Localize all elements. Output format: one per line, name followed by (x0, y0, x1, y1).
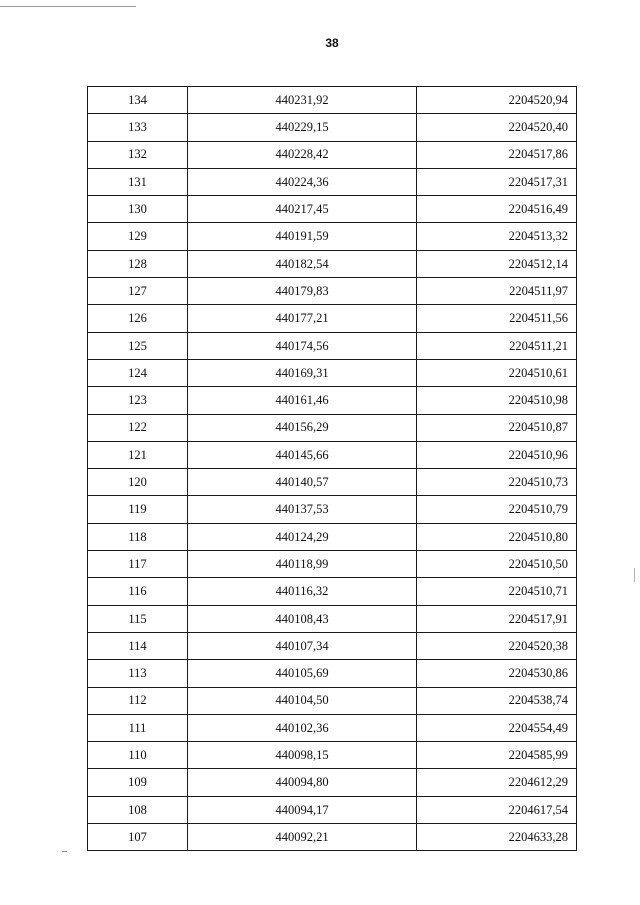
y-coordinate-cell: 2204517,31 (417, 168, 577, 195)
table-row (88, 660, 577, 687)
y-coordinate-cell: 2204513,32 (417, 223, 577, 250)
x-coordinate-cell: 440092,21 (188, 824, 417, 851)
x-coordinate-cell: 440098,15 (188, 742, 417, 769)
point-number-cell: 133 (88, 114, 188, 141)
table-row (88, 578, 577, 605)
table-row (88, 496, 577, 523)
y-coordinate-cell: 2204510,80 (417, 523, 577, 550)
point-number-cell: 110 (88, 742, 188, 769)
point-number-cell: 132 (88, 141, 188, 168)
x-coordinate-cell: 440105,69 (188, 660, 417, 687)
y-coordinate-cell: 2204633,28 (417, 824, 577, 851)
table-row (88, 824, 577, 851)
y-coordinate-cell: 2204520,94 (417, 87, 577, 114)
point-number-cell: 129 (88, 223, 188, 250)
coordinates-table-body (88, 87, 577, 851)
y-coordinate-cell: 2204520,38 (417, 632, 577, 659)
y-coordinate-cell: 2204510,71 (417, 578, 577, 605)
table-row (88, 278, 577, 305)
table-row (88, 769, 577, 796)
table-row (88, 551, 577, 578)
x-coordinate-cell: 440169,31 (188, 359, 417, 386)
y-coordinate-cell: 2204516,49 (417, 196, 577, 223)
table-row (88, 414, 577, 441)
point-number-cell: 117 (88, 551, 188, 578)
y-coordinate-cell: 2204510,87 (417, 414, 577, 441)
x-coordinate-cell: 440116,32 (188, 578, 417, 605)
y-coordinate-cell: 2204585,99 (417, 742, 577, 769)
point-number-cell: 115 (88, 605, 188, 632)
point-number-cell: 118 (88, 523, 188, 550)
y-coordinate-cell: 2204510,98 (417, 387, 577, 414)
point-number-cell: 119 (88, 496, 188, 523)
y-coordinate-cell: 2204511,21 (417, 332, 577, 359)
table-row (88, 632, 577, 659)
table-row (88, 687, 577, 714)
y-coordinate-cell: 2204512,14 (417, 250, 577, 277)
x-coordinate-cell: 440102,36 (188, 714, 417, 741)
y-coordinate-cell: 2204612,29 (417, 769, 577, 796)
y-coordinate-cell: 2204538,74 (417, 687, 577, 714)
x-coordinate-cell: 440224,36 (188, 168, 417, 195)
point-number-cell: 122 (88, 414, 188, 441)
x-coordinate-cell: 440137,53 (188, 496, 417, 523)
x-coordinate-cell: 440107,34 (188, 632, 417, 659)
y-coordinate-cell: 2204511,97 (417, 278, 577, 305)
coordinates-table (87, 86, 577, 851)
point-number-cell: 107 (88, 824, 188, 851)
point-number-cell: 112 (88, 687, 188, 714)
point-number-cell: 123 (88, 387, 188, 414)
point-number-cell: 126 (88, 305, 188, 332)
point-number-cell: 134 (88, 87, 188, 114)
table-row (88, 250, 577, 277)
x-coordinate-cell: 440094,17 (188, 796, 417, 823)
table-row (88, 796, 577, 823)
x-coordinate-cell: 440217,45 (188, 196, 417, 223)
point-number-cell: 130 (88, 196, 188, 223)
table-row (88, 742, 577, 769)
table-row (88, 223, 577, 250)
y-coordinate-cell: 2204617,54 (417, 796, 577, 823)
x-coordinate-cell: 440174,56 (188, 332, 417, 359)
x-coordinate-cell: 440228,42 (188, 141, 417, 168)
y-coordinate-cell: 2204510,73 (417, 469, 577, 496)
point-number-cell: 124 (88, 359, 188, 386)
point-number-cell: 121 (88, 441, 188, 468)
table-row (88, 523, 577, 550)
table-row (88, 359, 577, 386)
x-coordinate-cell: 440177,21 (188, 305, 417, 332)
x-coordinate-cell: 440140,57 (188, 469, 417, 496)
x-coordinate-cell: 440179,83 (188, 278, 417, 305)
y-coordinate-cell: 2204511,56 (417, 305, 577, 332)
x-coordinate-cell: 440191,59 (188, 223, 417, 250)
y-coordinate-cell: 2204517,86 (417, 141, 577, 168)
table-row (88, 196, 577, 223)
x-coordinate-cell: 440156,29 (188, 414, 417, 441)
point-number-cell: 109 (88, 769, 188, 796)
scan-edge-mark (634, 568, 635, 582)
scan-artifact (62, 851, 67, 852)
point-number-cell: 116 (88, 578, 188, 605)
x-coordinate-cell: 440161,46 (188, 387, 417, 414)
scan-edge-line (0, 6, 136, 7)
point-number-cell: 111 (88, 714, 188, 741)
x-coordinate-cell: 440094,80 (188, 769, 417, 796)
y-coordinate-cell: 2204510,79 (417, 496, 577, 523)
x-coordinate-cell: 440124,29 (188, 523, 417, 550)
point-number-cell: 131 (88, 168, 188, 195)
x-coordinate-cell: 440118,99 (188, 551, 417, 578)
table-row (88, 332, 577, 359)
y-coordinate-cell: 2204520,40 (417, 114, 577, 141)
table-row (88, 114, 577, 141)
point-number-cell: 127 (88, 278, 188, 305)
point-number-cell: 120 (88, 469, 188, 496)
point-number-cell: 113 (88, 660, 188, 687)
table-row (88, 168, 577, 195)
table-row (88, 441, 577, 468)
table-row (88, 387, 577, 414)
x-coordinate-cell: 440229,15 (188, 114, 417, 141)
table-row (88, 141, 577, 168)
x-coordinate-cell: 440231,92 (188, 87, 417, 114)
point-number-cell: 108 (88, 796, 188, 823)
x-coordinate-cell: 440104,50 (188, 687, 417, 714)
y-coordinate-cell: 2204510,61 (417, 359, 577, 386)
y-coordinate-cell: 2204510,50 (417, 551, 577, 578)
point-number-cell: 125 (88, 332, 188, 359)
y-coordinate-cell: 2204530,86 (417, 660, 577, 687)
x-coordinate-cell: 440145,66 (188, 441, 417, 468)
table-row (88, 87, 577, 114)
table-row (88, 469, 577, 496)
point-number-cell: 114 (88, 632, 188, 659)
table-row (88, 605, 577, 632)
table-row (88, 305, 577, 332)
page-number: 38 (325, 36, 339, 50)
y-coordinate-cell: 2204554,49 (417, 714, 577, 741)
y-coordinate-cell: 2204517,91 (417, 605, 577, 632)
point-number-cell: 128 (88, 250, 188, 277)
y-coordinate-cell: 2204510,96 (417, 441, 577, 468)
table-row (88, 714, 577, 741)
x-coordinate-cell: 440182,54 (188, 250, 417, 277)
x-coordinate-cell: 440108,43 (188, 605, 417, 632)
